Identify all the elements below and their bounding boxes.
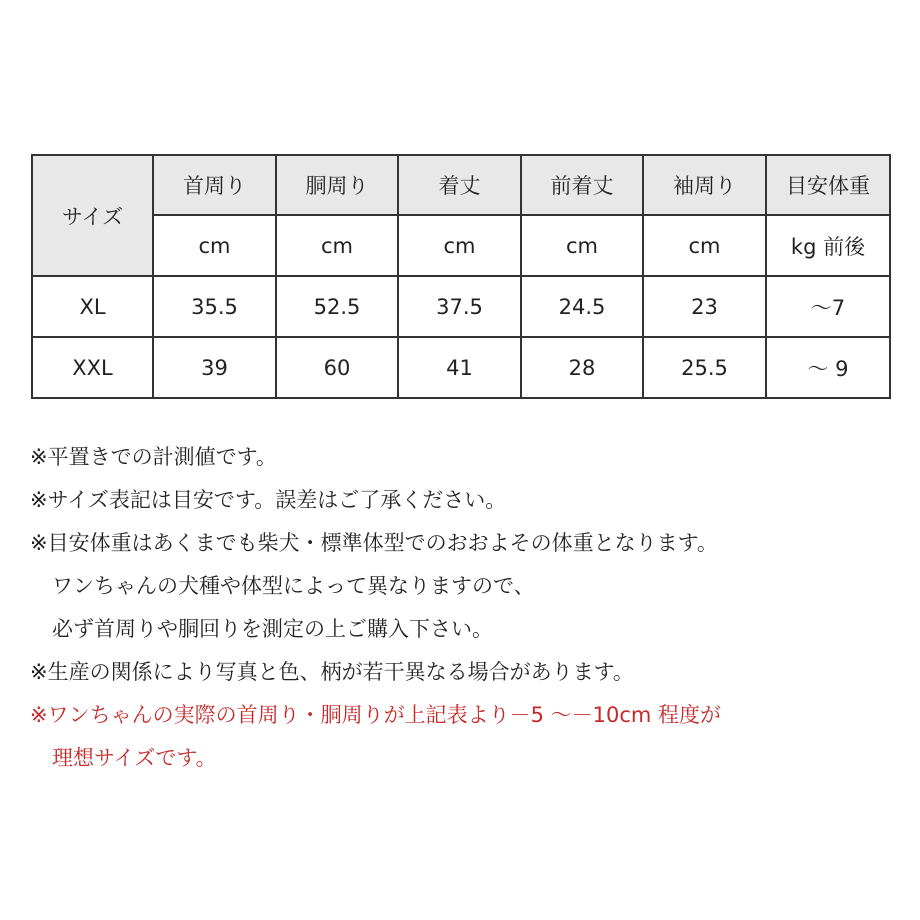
table-unit-row [32,215,890,276]
size-header-cell: サイズ [32,155,153,276]
note-measurement: ※平置きでの計測値です。 [30,445,277,469]
column-header-weight: 目安体重 [766,155,890,215]
note-size-guide: ※サイズ表記は目安です。誤差はご了承ください。 [30,488,507,512]
unit-cell-front-length: cm [521,215,643,276]
value-cell: ～ 9 [766,337,890,398]
unit-cell-weight: kg 前後 [766,215,890,276]
value-cell: 35.5 [153,276,276,337]
size-cell: XL [32,276,153,337]
note-production: ※生産の関係により写真と色、柄が若干異なる場合があります。 [30,660,634,684]
table-header-row [32,155,890,215]
table-row [32,337,890,398]
value-cell: 60 [276,337,398,398]
note-ideal-size: ※ワンちゃんの実際の首周り・胴周りが上記表より－5 ～－10cm 程度が [30,703,722,727]
value-cell: 24.5 [521,276,643,337]
note-weight-guide-cont-2: 必ず首周りや胴回りを測定の上ご購入下さい。 [52,617,493,641]
size-cell: XXL [32,337,153,398]
value-cell: 52.5 [276,276,398,337]
value-cell: 28 [521,337,643,398]
value-cell: 39 [153,337,276,398]
value-cell: 23 [643,276,766,337]
note-ideal-size-cont: 理想サイズです。 [52,746,217,770]
column-header-neck: 首周り [153,155,276,215]
note-weight-guide: ※目安体重はあくまでも柴犬・標準体型でのおおよその体重となります。 [30,531,718,555]
value-cell: 25.5 [643,337,766,398]
notes-list [30,436,900,780]
unit-cell-length: cm [398,215,521,276]
value-cell: 37.5 [398,276,521,337]
unit-cell-sleeve: cm [643,215,766,276]
size-chart-table [31,154,891,399]
value-cell: 41 [398,337,521,398]
column-header-sleeve: 袖周り [643,155,766,215]
column-header-chest: 胴周り [276,155,398,215]
unit-cell-neck: cm [153,215,276,276]
note-weight-guide-cont-1: ワンちゃんの犬種や体型によって異なりますので、 [52,574,535,598]
unit-cell-chest: cm [276,215,398,276]
table-row [32,276,890,337]
column-header-front-length: 前着丈 [521,155,643,215]
value-cell: ～7 [766,276,890,337]
column-header-length: 着丈 [398,155,521,215]
